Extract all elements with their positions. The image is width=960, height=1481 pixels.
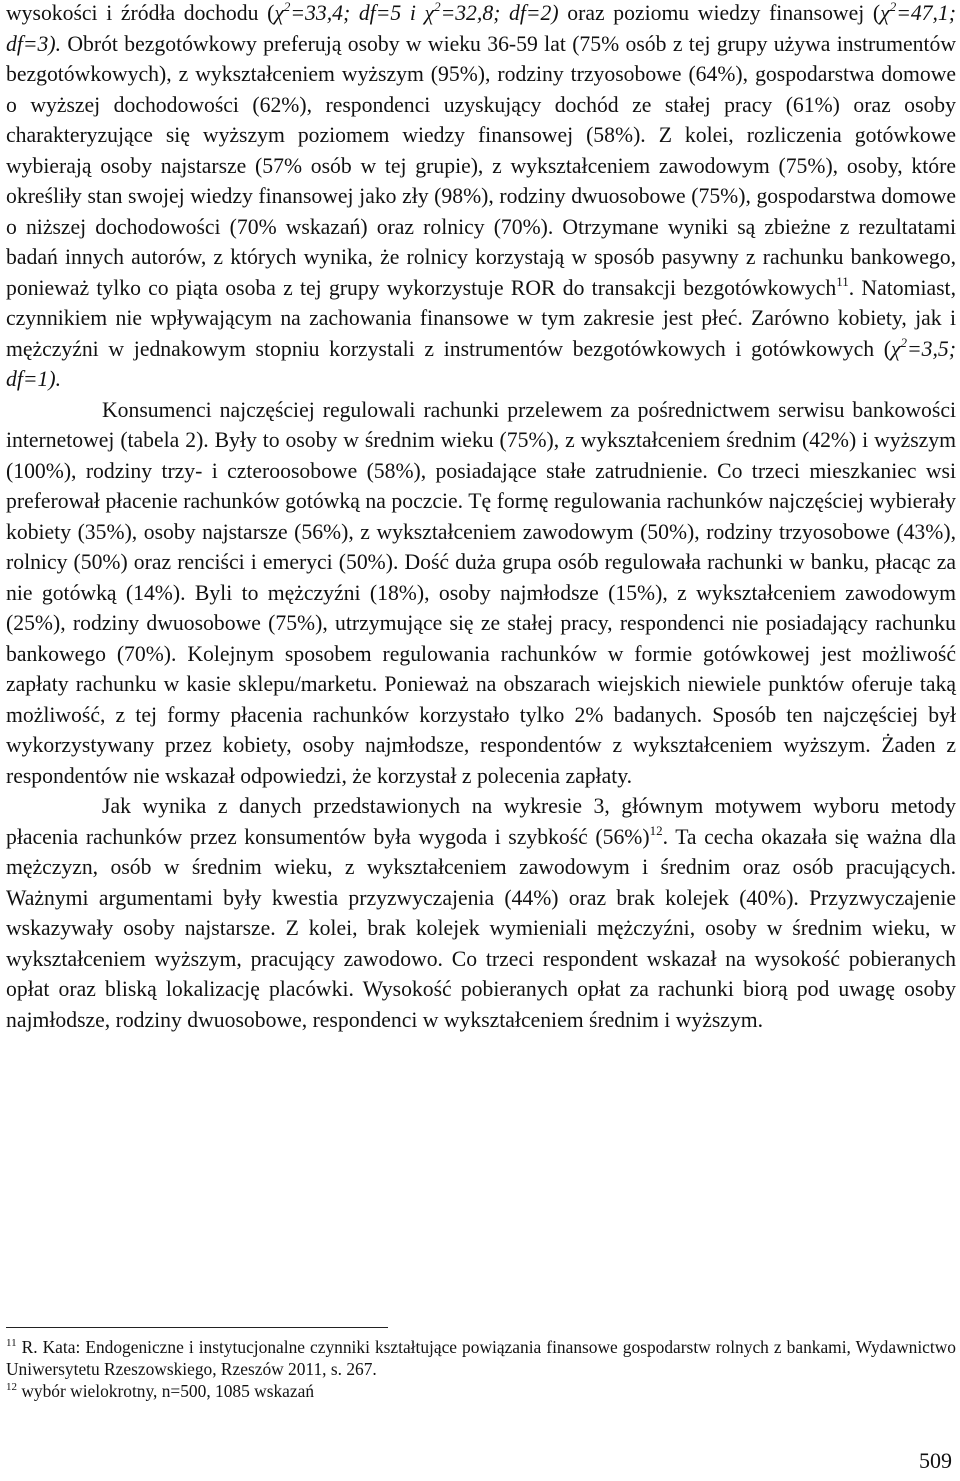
footnote-ref-11: 11 xyxy=(836,273,849,289)
paragraph-3 xyxy=(6,791,956,1035)
text-run: Jak wynika z danych przedstawionych na wykresie 3, głównym motywem wyboru metody płacenia rachunków przez konsumentów była wygoda i szybkość (56%) xyxy=(6,794,956,849)
paragraph-1 xyxy=(6,0,956,395)
superscript: 2 xyxy=(283,0,291,14)
superscript: 2 xyxy=(889,0,897,14)
chi-symbol: χ xyxy=(890,336,901,361)
superscript: 2 xyxy=(434,0,441,14)
text-run: wysokości i źródła dochodu ( xyxy=(6,1,275,25)
text-run: . Natomiast, czynnikiem nie wpływającym na zachowania finansowe w tym zakresie jest płeć. Zarówno kobiety, jak i mężczyźni w jednakowym stopniu korzystali z instrumentów bezgotówkowych i gotówkowych ( xyxy=(6,275,956,361)
text-run: Otrzymane wyniki są zbieżne z rezultatami badań innych autorów, z których wynika, że rolnicy korzystają w sposób pasywny z rachunku bankowego, ponieważ tylko co piąta osoba z tej grupy wykorzystuje ROR do transakcji bezgotówkowych xyxy=(6,214,957,300)
footnotes xyxy=(6,1336,956,1402)
text-run: =33,4; df=5 i xyxy=(290,1,425,25)
chi-symbol: χ xyxy=(424,1,435,25)
chi-square-stat-1 xyxy=(274,1,558,25)
text-run: =3,5; df=1). xyxy=(6,336,956,391)
text-run: Obrót bezgotówkowy preferują osoby w wieku 36-59 lat (75% osób z tej grupy używa instrumentów bezgotówkowych), z wykształceniem wyższym (95%), rodziny trzyosobowe (64%), gospodarstwa domowe o wyższej dochodowości (62%), respondenci uzyskujący dochód ze stałej pracy (61%) oraz osoby charakteryzujące się wyższym poziomem wiedzy finansowej (58%). xyxy=(6,31,956,147)
superscript: 2 xyxy=(900,334,908,350)
footnote-12 xyxy=(6,1380,956,1402)
footnote-11 xyxy=(6,1336,956,1380)
footnote-number: 12 xyxy=(6,1381,17,1393)
footnote-separator xyxy=(6,1327,388,1328)
body-text xyxy=(6,0,956,1035)
text-run: =32,8; df=2) xyxy=(440,1,559,25)
paragraph-2: Konsumenci najczęściej regulowali rachunki przelewem za pośrednictwem serwisu bankowości internetowej (tabela 2). Były to osoby w średnim wieku (75%), z wykształceniem średnim (42%) i wyższym (100%), rodziny trzy- i czteroosobowe (58%), posiadające stałe zatrudnienie. Co trzeci mieszkaniec wsi preferował płacenie rachunków gotówką na poczcie. Tę formę regulowania rachunków najczęściej wybierały kobiety (35%), osoby najstarsze (56%), z wykształceniem zawodowym (50%), rodziny trzyosobowe (43%), rolnicy (50%) oraz renciści i emeryci (50%). Dość duża grupa osób regulowała rachunki w banku, płacąc za nie gotówką (14%). Byli to mężczyźni (18%), osoby najmłodsze (15%), z wykształceniem zawodowym (25%), rodziny dwuosobowe (75%), utrzymujące się ze stałej pracy, respondenci nie posiadający rachunku bankowego (70%). Kolejnym sposobem regulowania rachunków w formie gotówkowej jest możliwość zapłaty rachunku w kasie sklepu/marketu. Ponieważ na obszarach wiejskich niewiele punktów oferuje taką możliwość, z tej formy płacenia rachunków korzystało tylko 2% badanych. Sposób ten najczęściej był wykorzystywany przez kobiety, osoby najmłodsze, respondentów z wykształceniem wyższym. Żaden z respondentów nie wskazał odpowiedzi, że korzystał z polecenia zapłaty. xyxy=(6,397,956,788)
page-number: 509 xyxy=(919,1448,952,1473)
footnote-number: 11 xyxy=(6,1337,17,1349)
text-run: . Ta cecha okazała się ważna dla mężczyzn, osób w średnim wieku, z wykształceniem zawodowym i średnim oraz osób pracujących. Ważnymi argumentami były kwestia przyzwyczajenia (44%) oraz brak kolejek (40%). Przyzwyczajenie wskazywały osoby najstarsze. Z kolei, brak kolejek wymieniali mężczyźni, osoby w średnim wieku, w wykształceniem wyższym, pracujący zawodowo. Co trzeci respondent wskazał na wysokość pobieranych opłat oraz bliską lokalizację placówki. Wysokość pobieranych opłat za rachunki biorą pod uwagę osoby najmłodsze, rodziny dwuosobowe, respondenci w wykształceniem średnim i wyższym. xyxy=(6,824,956,1032)
footnote-text: wybór wielokrotny, n=500, 1085 wskazań xyxy=(17,1381,315,1401)
text-run: Z kolei, rozliczenia gotówkowe wybierają osoby najstarsze (57% osób w tej grupie), z wykształceniem zawodowym (75%), osoby, które określiły stan swojej wiedzy finansowej jako zły (98%), rodziny dwuosobowe (75%), gospodarstwa domowe o niższej dochodowości (70% wskazań) oraz rolnicy (70%). xyxy=(6,123,956,239)
footnote-ref-12: 12 xyxy=(649,822,663,838)
text-run: oraz poziomu wiedzy finansowej ( xyxy=(558,1,881,25)
text-run: =47,1; df=3). xyxy=(6,1,956,56)
chi-symbol: χ xyxy=(274,1,284,25)
chi-symbol: χ xyxy=(880,1,890,25)
footnote-text: R. Kata: Endogeniczne i instytucjonalne czynniki kształtujące powiązania finansowe gospodarstw rolnych z bankami, Wydawnictwo Uniwersytetu Rzeszowskiego, Rzeszów 2011, s. 267. xyxy=(6,1337,956,1379)
